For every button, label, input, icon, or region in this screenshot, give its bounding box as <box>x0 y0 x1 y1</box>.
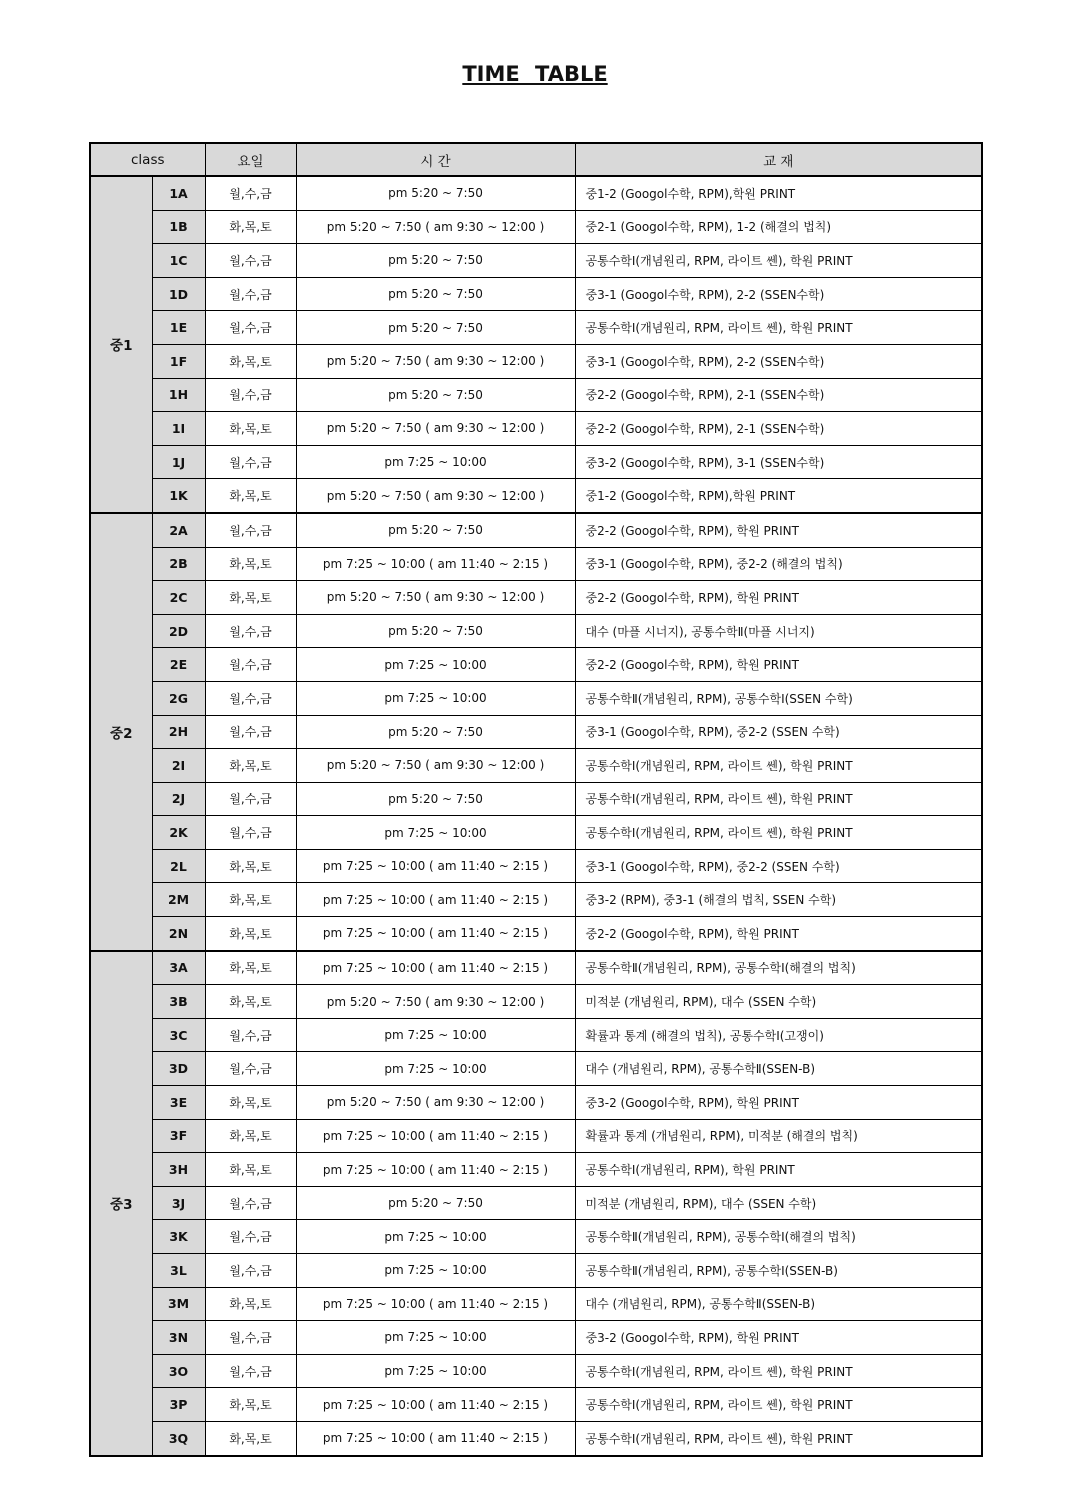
grade-cell: 중2 <box>90 513 152 951</box>
table-row <box>90 1421 982 1455</box>
time-cell: pm 5:20 ~ 7:50 ( am 9:30 ~ 12:00 ) <box>296 581 575 615</box>
table-row <box>90 917 982 951</box>
book-cell: 중1-2 (Googol수학, RPM),학원 PRINT <box>575 479 982 513</box>
class-cell: 1C <box>152 244 205 278</box>
day-cell: 월,수,금 <box>205 277 296 311</box>
day-cell: 화,목,토 <box>205 1119 296 1153</box>
class-cell: 2M <box>152 883 205 917</box>
book-cell: 중3-2 (Googol수학, RPM), 3-1 (SSEN수학) <box>575 445 982 479</box>
time-cell: pm 7:25 ~ 10:00 <box>296 1052 575 1086</box>
day-cell: 화,목,토 <box>205 749 296 783</box>
class-cell: 2G <box>152 681 205 715</box>
class-cell: 3B <box>152 985 205 1019</box>
table-row <box>90 1321 982 1355</box>
time-cell: pm 5:20 ~ 7:50 <box>296 176 575 210</box>
time-cell: pm 7:25 ~ 10:00 <box>296 648 575 682</box>
time-cell: pm 7:25 ~ 10:00 <box>296 1254 575 1288</box>
time-cell: pm 7:25 ~ 10:00 ( am 11:40 ~ 2:15 ) <box>296 1421 575 1455</box>
time-cell: pm 5:20 ~ 7:50 ( am 9:30 ~ 12:00 ) <box>296 1086 575 1120</box>
time-cell: pm 5:20 ~ 7:50 <box>296 311 575 345</box>
table-row <box>90 715 982 749</box>
day-cell: 화,목,토 <box>205 917 296 951</box>
book-cell: 확률과 통계 (해결의 법칙), 공통수학Ⅰ(고쟁이) <box>575 1018 982 1052</box>
day-cell: 화,목,토 <box>205 1388 296 1422</box>
book-cell: 중3-1 (Googol수학, RPM), 중2-2 (해결의 법칙) <box>575 547 982 581</box>
table-row <box>90 311 982 345</box>
time-cell: pm 5:20 ~ 7:50 ( am 9:30 ~ 12:00 ) <box>296 412 575 446</box>
time-cell: pm 5:20 ~ 7:50 ( am 9:30 ~ 12:00 ) <box>296 479 575 513</box>
day-cell: 월,수,금 <box>205 176 296 210</box>
book-cell: 공통수학Ⅱ(개념원리, RPM), 공통수학Ⅰ(해결의 법칙) <box>575 951 982 985</box>
table-row <box>90 479 982 513</box>
table-row <box>90 1086 982 1120</box>
time-cell: pm 7:25 ~ 10:00 ( am 11:40 ~ 2:15 ) <box>296 1153 575 1187</box>
book-cell: 미적분 (개념원리, RPM), 대수 (SSEN 수학) <box>575 985 982 1019</box>
day-cell: 화,목,토 <box>205 412 296 446</box>
book-cell: 중2-1 (Googol수학, RPM), 1-2 (해결의 법칙) <box>575 210 982 244</box>
class-cell: 3O <box>152 1354 205 1388</box>
book-cell: 미적분 (개념원리, RPM), 대수 (SSEN 수학) <box>575 1186 982 1220</box>
class-cell: 1F <box>152 344 205 378</box>
table-row <box>90 849 982 883</box>
book-cell: 대수 (개념원리, RPM), 공통수학Ⅱ(SSEN-B) <box>575 1287 982 1321</box>
class-cell: 3N <box>152 1321 205 1355</box>
book-cell: 공통수학Ⅰ(개념원리, RPM, 라이트 쎈), 학원 PRINT <box>575 244 982 278</box>
time-cell: pm 5:20 ~ 7:50 <box>296 782 575 816</box>
day-cell: 월,수,금 <box>205 244 296 278</box>
class-cell: 3H <box>152 1153 205 1187</box>
book-cell: 중3-2 (Googol수학, RPM), 학원 PRINT <box>575 1086 982 1120</box>
day-cell: 월,수,금 <box>205 1321 296 1355</box>
table-row <box>90 749 982 783</box>
time-cell: pm 7:25 ~ 10:00 <box>296 816 575 850</box>
day-cell: 화,목,토 <box>205 951 296 985</box>
book-cell: 중3-1 (Googol수학, RPM), 중2-2 (SSEN 수학) <box>575 715 982 749</box>
book-cell: 공통수학Ⅰ(개념원리, RPM, 라이트 쎈), 학원 PRINT <box>575 1354 982 1388</box>
book-cell: 공통수학Ⅱ(개념원리, RPM), 공통수학Ⅰ(해결의 법칙) <box>575 1220 982 1254</box>
class-cell: 1I <box>152 412 205 446</box>
book-cell: 중2-2 (Googol수학, RPM), 학원 PRINT <box>575 581 982 615</box>
time-cell: pm 5:20 ~ 7:50 ( am 9:30 ~ 12:00 ) <box>296 210 575 244</box>
day-cell: 월,수,금 <box>205 1052 296 1086</box>
table-row <box>90 1254 982 1288</box>
table-row <box>90 1388 982 1422</box>
time-cell: pm 7:25 ~ 10:00 <box>296 1354 575 1388</box>
book-cell: 중2-2 (Googol수학, RPM), 2-1 (SSEN수학) <box>575 378 982 412</box>
class-cell: 2C <box>152 581 205 615</box>
class-cell: 2L <box>152 849 205 883</box>
class-cell: 1J <box>152 445 205 479</box>
day-cell: 화,목,토 <box>205 883 296 917</box>
time-cell: pm 7:25 ~ 10:00 ( am 11:40 ~ 2:15 ) <box>296 547 575 581</box>
class-cell: 2A <box>152 513 205 547</box>
class-cell: 3Q <box>152 1421 205 1455</box>
class-cell: 2B <box>152 547 205 581</box>
class-cell: 1A <box>152 176 205 210</box>
day-cell: 화,목,토 <box>205 479 296 513</box>
class-cell: 2K <box>152 816 205 850</box>
time-cell: pm 7:25 ~ 10:00 <box>296 681 575 715</box>
table-row <box>90 648 982 682</box>
class-cell: 3F <box>152 1119 205 1153</box>
class-cell: 3A <box>152 951 205 985</box>
table-row <box>90 176 982 210</box>
time-cell: pm 5:20 ~ 7:50 ( am 9:30 ~ 12:00 ) <box>296 985 575 1019</box>
time-cell: pm 7:25 ~ 10:00 ( am 11:40 ~ 2:15 ) <box>296 1287 575 1321</box>
table-row <box>90 951 982 985</box>
class-cell: 3E <box>152 1086 205 1120</box>
book-cell: 중3-1 (Googol수학, RPM), 중2-2 (SSEN 수학) <box>575 849 982 883</box>
day-cell: 화,목,토 <box>205 344 296 378</box>
book-cell: 공통수학Ⅰ(개념원리, RPM, 라이트 쎈), 학원 PRINT <box>575 749 982 783</box>
book-cell: 공통수학Ⅱ(개념원리, RPM), 공통수학Ⅰ(SSEN 수학) <box>575 681 982 715</box>
day-cell: 화,목,토 <box>205 210 296 244</box>
table-row <box>90 614 982 648</box>
class-cell: 1B <box>152 210 205 244</box>
time-cell: pm 5:20 ~ 7:50 <box>296 244 575 278</box>
day-cell: 월,수,금 <box>205 614 296 648</box>
day-cell: 월,수,금 <box>205 378 296 412</box>
class-cell: 3C <box>152 1018 205 1052</box>
table-row <box>90 1186 982 1220</box>
time-cell: pm 7:25 ~ 10:00 <box>296 1018 575 1052</box>
table-row <box>90 985 982 1019</box>
day-cell: 월,수,금 <box>205 445 296 479</box>
time-cell: pm 5:20 ~ 7:50 <box>296 378 575 412</box>
day-cell: 월,수,금 <box>205 648 296 682</box>
class-cell: 3J <box>152 1186 205 1220</box>
page-title: TIME TABLE <box>462 62 608 86</box>
book-cell: 중2-2 (Googol수학, RPM), 2-1 (SSEN수학) <box>575 412 982 446</box>
book-cell: 공통수학Ⅰ(개념원리, RPM, 라이트 쎈), 학원 PRINT <box>575 1421 982 1455</box>
book-cell: 중1-2 (Googol수학, RPM),학원 PRINT <box>575 176 982 210</box>
book-cell: 중2-2 (Googol수학, RPM), 학원 PRINT <box>575 648 982 682</box>
day-cell: 화,목,토 <box>205 1287 296 1321</box>
day-cell: 월,수,금 <box>205 782 296 816</box>
table-row <box>90 547 982 581</box>
book-cell: 공통수학Ⅰ(개념원리, RPM, 라이트 쎈), 학원 PRINT <box>575 1388 982 1422</box>
time-cell: pm 7:25 ~ 10:00 <box>296 1321 575 1355</box>
day-cell: 월,수,금 <box>205 1354 296 1388</box>
book-cell: 공통수학Ⅰ(개념원리, RPM), 학원 PRINT <box>575 1153 982 1187</box>
class-cell: 3M <box>152 1287 205 1321</box>
table-row <box>90 1153 982 1187</box>
time-cell: pm 7:25 ~ 10:00 <box>296 1220 575 1254</box>
time-cell: pm 7:25 ~ 10:00 <box>296 445 575 479</box>
day-cell: 월,수,금 <box>205 311 296 345</box>
book-cell: 공통수학Ⅰ(개념원리, RPM, 라이트 쎈), 학원 PRINT <box>575 782 982 816</box>
day-cell: 화,목,토 <box>205 1086 296 1120</box>
table-row <box>90 1018 982 1052</box>
table-row <box>90 1354 982 1388</box>
table-row <box>90 1119 982 1153</box>
day-cell: 화,목,토 <box>205 581 296 615</box>
day-cell: 월,수,금 <box>205 513 296 547</box>
book-cell: 중2-2 (Googol수학, RPM), 학원 PRINT <box>575 513 982 547</box>
day-cell: 월,수,금 <box>205 1220 296 1254</box>
class-cell: 1K <box>152 479 205 513</box>
table-row <box>90 513 982 547</box>
book-cell: 중3-1 (Googol수학, RPM), 2-2 (SSEN수학) <box>575 344 982 378</box>
time-cell: pm 5:20 ~ 7:50 <box>296 277 575 311</box>
table-row <box>90 681 982 715</box>
table-row <box>90 210 982 244</box>
header-class: class <box>90 143 205 176</box>
time-cell: pm 7:25 ~ 10:00 ( am 11:40 ~ 2:15 ) <box>296 951 575 985</box>
table-row <box>90 816 982 850</box>
time-cell: pm 5:20 ~ 7:50 ( am 9:30 ~ 12:00 ) <box>296 344 575 378</box>
book-cell: 대수 (개념원리, RPM), 공통수학Ⅱ(SSEN-B) <box>575 1052 982 1086</box>
class-cell: 2N <box>152 917 205 951</box>
class-cell: 2I <box>152 749 205 783</box>
table-row <box>90 277 982 311</box>
header-time: 시 간 <box>296 143 575 176</box>
class-cell: 1E <box>152 311 205 345</box>
day-cell: 월,수,금 <box>205 1254 296 1288</box>
time-cell: pm 5:20 ~ 7:50 <box>296 614 575 648</box>
book-cell: 공통수학Ⅰ(개념원리, RPM, 라이트 쎈), 학원 PRINT <box>575 816 982 850</box>
day-cell: 화,목,토 <box>205 985 296 1019</box>
class-cell: 2D <box>152 614 205 648</box>
table-row <box>90 244 982 278</box>
day-cell: 화,목,토 <box>205 1421 296 1455</box>
table-row <box>90 581 982 615</box>
day-cell: 월,수,금 <box>205 715 296 749</box>
timetable <box>89 142 983 1457</box>
table-row <box>90 883 982 917</box>
time-cell: pm 5:20 ~ 7:50 <box>296 715 575 749</box>
time-cell: pm 5:20 ~ 7:50 ( am 9:30 ~ 12:00 ) <box>296 749 575 783</box>
class-cell: 2J <box>152 782 205 816</box>
book-cell: 공통수학Ⅰ(개념원리, RPM, 라이트 쎈), 학원 PRINT <box>575 311 982 345</box>
grade-cell: 중1 <box>90 176 152 513</box>
table-row <box>90 782 982 816</box>
book-cell: 중3-1 (Googol수학, RPM), 2-2 (SSEN수학) <box>575 277 982 311</box>
class-cell: 3L <box>152 1254 205 1288</box>
class-cell: 3P <box>152 1388 205 1422</box>
day-cell: 월,수,금 <box>205 1186 296 1220</box>
table-row <box>90 378 982 412</box>
table-row <box>90 1052 982 1086</box>
day-cell: 월,수,금 <box>205 681 296 715</box>
time-cell: pm 7:25 ~ 10:00 ( am 11:40 ~ 2:15 ) <box>296 883 575 917</box>
book-cell: 중2-2 (Googol수학, RPM), 학원 PRINT <box>575 917 982 951</box>
grade-cell: 중3 <box>90 951 152 1456</box>
class-cell: 3D <box>152 1052 205 1086</box>
book-cell: 공통수학Ⅱ(개념원리, RPM), 공통수학Ⅰ(SSEN-B) <box>575 1254 982 1288</box>
header-day: 요일 <box>205 143 296 176</box>
table-row <box>90 445 982 479</box>
time-cell: pm 5:20 ~ 7:50 <box>296 513 575 547</box>
table-row <box>90 1287 982 1321</box>
book-cell: 확률과 통계 (개념원리, RPM), 미적분 (해결의 법칙) <box>575 1119 982 1153</box>
header-book: 교 재 <box>575 143 982 176</box>
time-cell: pm 7:25 ~ 10:00 ( am 11:40 ~ 2:15 ) <box>296 1119 575 1153</box>
table-row <box>90 344 982 378</box>
class-cell: 3K <box>152 1220 205 1254</box>
book-cell: 중3-2 (Googol수학, RPM), 학원 PRINT <box>575 1321 982 1355</box>
class-cell: 1D <box>152 277 205 311</box>
day-cell: 화,목,토 <box>205 1153 296 1187</box>
book-cell: 중3-2 (RPM), 중3-1 (해결의 법칙, SSEN 수학) <box>575 883 982 917</box>
book-cell: 대수 (마플 시너지), 공통수학Ⅱ(마플 시너지) <box>575 614 982 648</box>
table-row <box>90 412 982 446</box>
day-cell: 화,목,토 <box>205 849 296 883</box>
class-cell: 1H <box>152 378 205 412</box>
class-cell: 2E <box>152 648 205 682</box>
time-cell: pm 7:25 ~ 10:00 ( am 11:40 ~ 2:15 ) <box>296 917 575 951</box>
table-row <box>90 1220 982 1254</box>
time-cell: pm 5:20 ~ 7:50 <box>296 1186 575 1220</box>
class-cell: 2H <box>152 715 205 749</box>
header-row <box>90 143 982 176</box>
day-cell: 월,수,금 <box>205 816 296 850</box>
time-cell: pm 7:25 ~ 10:00 ( am 11:40 ~ 2:15 ) <box>296 1388 575 1422</box>
day-cell: 화,목,토 <box>205 547 296 581</box>
timetable-body <box>90 176 982 1456</box>
time-cell: pm 7:25 ~ 10:00 ( am 11:40 ~ 2:15 ) <box>296 849 575 883</box>
day-cell: 월,수,금 <box>205 1018 296 1052</box>
